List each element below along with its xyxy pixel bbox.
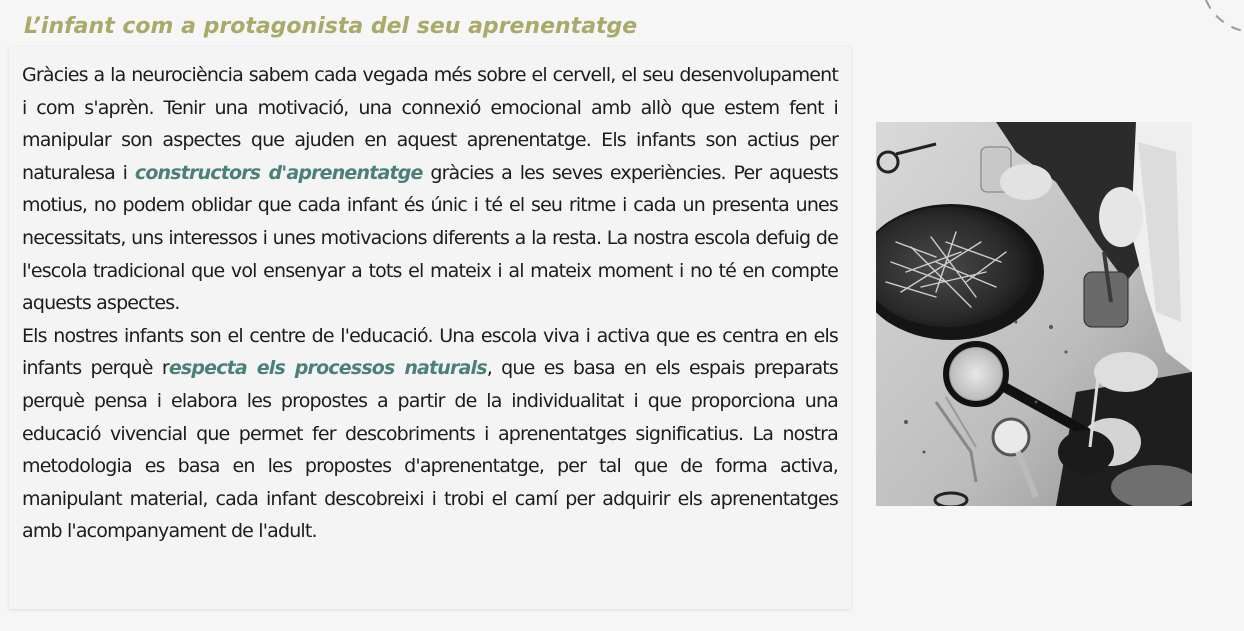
paragraph-2-text-after: , que es basa en els espais preparats perquè pensa i elabora les propostes a partir de la individualitat i que proporciona una educació vivencial que permet fer descobriments i aprenentatges significatius. La nostra metodologia es basa en les propostes d'aprenentatge, per tal que de forma activa, manipulant material, cada infant descobreixi i trobi el camí per adquirir els aprenentatges amb l'acompanyament de l'adult. (22, 357, 838, 543)
page-title: L’infant com a protagonista del seu aprenentatge (24, 14, 638, 39)
paragraph-1-highlight: constructors d'aprenentatge (134, 161, 423, 184)
photo-illustration (876, 122, 1192, 506)
paragraph-2-highlight: especta els processos naturals (168, 357, 487, 380)
paragraph-1-text-before: Gràcies a la neurociència sabem cada vegada més sobre el cervell, el seu desenvolupament i com s'aprèn. Tenir una motivació, una connexió emocional amb allò que estem fent i manipular son aspectes que ajuden en aquest aprenentatge. Els infants son actius per naturalesa i (22, 64, 838, 184)
paragraph-1-text-after: gràcies a les seves experiències. Per aquests motius, no podem oblidar que cada infant és únic i té el seu ritme i cada un presenta unes necessitats, uns interessos i unes motivacions diferents a la resta. La nostra escola defuig de l'escola tradicional que vol ensenyar a tots el mateix i al mateix moment i no té en compte aquests aspectes. (22, 161, 838, 315)
dashed-circle-decoration (1184, 0, 1244, 50)
paragraph-1 (22, 59, 838, 320)
text-card (9, 47, 851, 609)
children-exploring-natural-materials-photo (876, 122, 1192, 506)
paragraph-2 (22, 320, 838, 548)
paragraph-2-text-before: Els nostres infants son el centre de l'educació. Una escola viva i activa que es centra en els infants perquè r (22, 324, 838, 380)
